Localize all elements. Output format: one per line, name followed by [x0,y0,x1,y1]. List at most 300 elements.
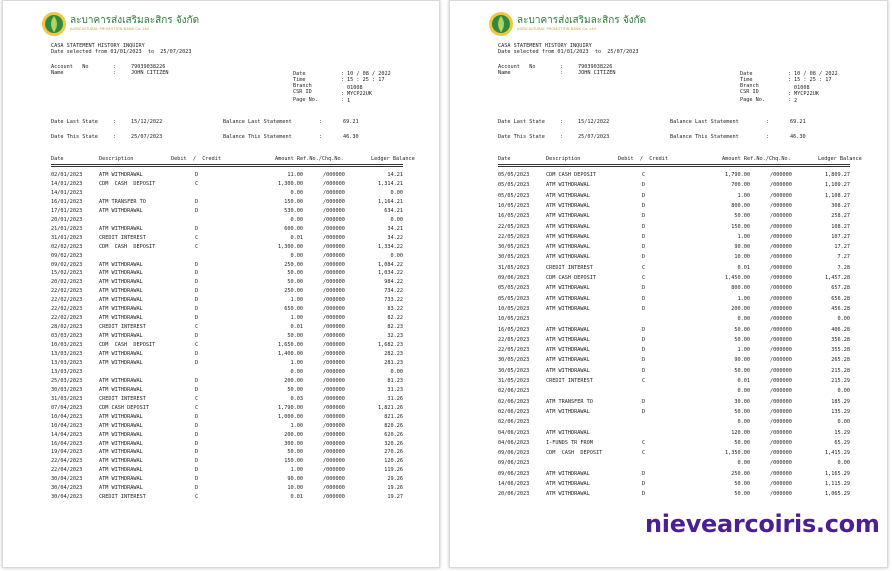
row-date: 20/01/2023 [51,216,83,223]
row-ref-no: /000000 [770,450,792,457]
row-description: ATM WITHDRAWAL [546,213,590,220]
row-ledger-balance: 1,065.29 [825,491,850,498]
row-date: 05/05/2023 [498,192,530,199]
table-row [51,217,403,224]
row-debit-credit: C [195,395,199,402]
row-ref-no: /000000 [323,189,345,196]
row-ref-no: /000000 [323,306,345,313]
row-ledger-balance: 0.00 [837,460,850,467]
row-date: 30/05/2023 [498,357,530,364]
row-debit-credit: D [642,408,646,415]
table-row [51,387,403,394]
row-amount: 1,000.00 [278,413,303,420]
row-date: 22/05/2023 [498,347,530,354]
row-amount: 120.00 [731,429,750,436]
row-debit-credit: D [642,491,646,498]
table-row [51,208,403,215]
row-date: 02/06/2023 [498,398,530,405]
row-ledger-balance: 185.29 [831,398,850,405]
row-description: ATM WITHDRAWAL [99,315,143,322]
row-date: 13/03/2023 [51,368,83,375]
row-debit-credit: D [195,485,199,492]
row-debit-credit: D [195,288,199,295]
row-ledger-balance: 1,682.23 [378,342,403,349]
row-date: 22/04/2023 [51,458,83,465]
row-ref-no: /000000 [323,404,345,411]
column-header-ledger-balance: Ledger Balance [818,156,862,162]
row-amount: 250.00 [284,288,303,295]
row-date: 22/04/2023 [51,467,83,474]
row-ledger-balance: 135.29 [831,408,850,415]
row-ledger-balance: 82.22 [387,315,403,322]
row-debit-credit: C [642,378,646,384]
row-debit-credit: D [642,192,646,199]
colon: : [788,77,792,83]
table-row [498,224,850,231]
row-ref-no: /000000 [770,357,792,364]
table-row [498,213,850,220]
table-row [498,491,850,498]
row-description: ATM WITHDRAWAL [99,476,143,483]
colon: : [113,119,117,125]
row-amount: 30.00 [734,398,750,405]
row-debit-credit: C [642,439,646,446]
row-amount: 1.00 [290,359,303,366]
table-row [498,254,850,261]
row-description: ATM WITHDRAWAL [546,429,590,436]
row-description: ATM WITHDRAWAL [99,207,143,214]
row-debit-credit: D [195,207,199,214]
row-debit-credit: D [642,223,646,230]
row-ref-no: /000000 [770,244,792,251]
row-debit-credit: D [195,413,199,420]
row-debit-credit: D [195,422,199,429]
row-description: CREDIT INTEREST [99,324,146,331]
row-ref-no: /000000 [770,254,792,261]
row-date: 30/05/2023 [498,254,530,261]
row-debit-credit: D [195,467,199,474]
row-ledger-balance: 1,821.26 [378,404,403,411]
row-description: ATM WITHDRAWAL [99,279,143,286]
row-description: ATM WITHDRAWAL [99,333,143,340]
colon: : [560,70,564,76]
row-amount: 90.00 [734,357,750,364]
table-row [51,190,403,197]
row-ledger-balance: 258.27 [831,213,850,220]
table-row [51,405,403,412]
balance-this-statement-value: 46.30 [343,134,359,140]
table-row [51,226,403,233]
row-description: ATM WITHDRAWAL [99,449,143,456]
branch-label: Branch [740,83,759,89]
table-row [498,172,850,179]
statement-page-1 [2,0,440,568]
row-description: ATM WITHDRAWAL [99,485,143,492]
row-ledger-balance: 31.26 [387,395,403,402]
table-row [51,270,403,277]
row-debit-credit: D [195,172,199,178]
row-date: 09/06/2023 [498,470,530,477]
time-label: Time [740,77,753,83]
table-row [498,275,850,282]
row-date: 31/03/2023 [51,395,83,402]
row-description: ATM WITHDRAWAL [99,288,143,295]
date-this-state-value: 25/07/2023 [131,134,163,140]
row-amount: 250.00 [731,470,750,477]
row-ref-no: /000000 [323,172,345,178]
row-date: 05/05/2023 [498,182,530,189]
table-row [498,347,850,354]
column-header-description: Description [546,156,581,162]
row-description: ATM WITHDRAWAL [99,422,143,429]
row-date: 14/01/2023 [51,189,83,196]
row-date: 30/05/2023 [498,367,530,374]
table-row [498,265,850,272]
row-amount: 50.00 [287,386,303,393]
row-description: ATM TRANSFER TO [546,398,593,405]
bank-name-thai: ละบาคารส่งเสริมละสิกร จังกัด [70,15,200,27]
row-description: ATM WITHDRAWAL [99,306,143,313]
row-ref-no: /000000 [323,216,345,223]
row-ledger-balance: 0.00 [837,388,850,395]
row-debit-credit: C [642,450,646,457]
row-amount: 1,790.00 [278,404,303,411]
row-ledger-balance: 265.28 [831,357,850,364]
row-date: 09/02/2023 [51,261,83,268]
row-ledger-balance: 14.21 [387,172,403,178]
row-ref-no: /000000 [323,386,345,393]
row-date: 22/02/2023 [51,315,83,322]
row-date: 20/06/2023 [498,491,530,498]
date-this-state-label: Date This State [498,134,545,140]
row-debit-credit: C [195,180,199,187]
row-amount: 0.00 [737,460,750,467]
row-ref-no: /000000 [770,172,792,178]
row-date: 22/05/2023 [498,336,530,343]
row-ref-no: /000000 [323,431,345,438]
csr-id-label: CSR ID [740,89,759,95]
table-row [51,199,403,206]
table-row [51,333,403,340]
row-date: 10/04/2023 [51,413,83,420]
row-ledger-balance: 820.26 [384,422,403,429]
balance-last-statement-label: Balance Last Statement [670,119,739,125]
row-debit-credit: C [642,264,646,271]
row-amount: 50.00 [734,481,750,487]
row-date: 22/05/2023 [498,233,530,240]
table-row [498,306,850,313]
table-row [51,476,403,483]
row-debit-credit: D [195,261,199,268]
row-ref-no: /000000 [770,347,792,354]
row-amount: 50.00 [734,491,750,498]
row-date: 05/05/2023 [498,295,530,302]
colon: : [560,134,564,140]
row-debit-credit: D [195,297,199,304]
row-ref-no: /000000 [323,207,345,214]
row-debit-credit: D [195,351,199,357]
row-ledger-balance: 821.26 [384,413,403,420]
table-row [498,481,850,488]
row-date: 30/04/2023 [51,494,83,501]
row-description: CREDIT INTEREST [546,264,593,271]
row-ledger-balance: 984.22 [384,279,403,286]
row-date: 02/06/2023 [498,388,530,395]
row-ref-no: /000000 [323,458,345,465]
balance-this-statement-label: Balance This Statement [670,134,739,140]
row-description: ATM WITHDRAWAL [99,297,143,304]
row-ledger-balance: 406.28 [831,326,850,333]
row-ledger-balance: 1,457.28 [825,275,850,281]
row-amount: 0.01 [290,234,303,241]
row-debit-credit: D [642,285,646,292]
row-amount: 0.01 [737,378,750,384]
row-amount: 1.00 [737,233,750,240]
table-row [51,297,403,304]
row-date: 30/04/2023 [51,476,83,483]
row-debit-credit: D [195,431,199,438]
row-description: CDM CASH DEPOSIT [99,342,156,349]
row-debit-credit: D [195,333,199,340]
row-amount: 300.00 [284,440,303,447]
row-amount: 0.01 [290,324,303,331]
row-ref-no: /000000 [770,285,792,292]
table-row [498,440,850,447]
branch-value: 01008 [347,85,363,91]
row-description: CDM CASH DEPOSIT [99,243,156,250]
date-last-state-value: 15/12/2022 [578,119,610,125]
table-row [498,234,850,241]
row-description: ATM WITHDRAWAL [546,326,590,333]
watermark-text: nievearcoiris.com [645,510,880,538]
row-debit-credit: D [195,279,199,286]
table-row [51,458,403,465]
table-row [498,430,850,437]
row-ledger-balance: 320.26 [384,440,403,447]
row-amount: 1,300.00 [278,180,303,187]
row-amount: 50.00 [287,333,303,340]
row-description: ATM WITHDRAWAL [99,270,143,277]
column-header-amount-ref: Amount Ref.No./Chq.No. [275,156,344,162]
row-ledger-balance: 355.28 [831,347,850,354]
row-amount: 0.00 [290,189,303,196]
column-header-debit-credit: Debit / Credit [618,156,668,162]
table-row [51,324,403,331]
row-ledger-balance: 356.28 [831,336,850,343]
row-ledger-balance: 108.27 [831,223,850,230]
table-row [498,244,850,251]
row-description: ATM WITHDRAWAL [546,367,590,374]
row-amount: 1,400.00 [278,351,303,357]
table-row [51,396,403,403]
row-date: 14/04/2023 [51,431,83,438]
account-name: JOHN CITIZEN [131,70,169,76]
row-description: ATM WITHDRAWAL [99,413,143,420]
table-row [498,316,850,323]
row-description: CDM CASH DEPOSIT [99,404,149,411]
row-ref-no: /000000 [770,182,792,189]
row-ref-no: /000000 [323,413,345,420]
branch-value: 01008 [794,85,810,91]
table-row [51,351,403,358]
row-description: CDM CASH DEPOSIT [546,172,596,178]
row-amount: 1.00 [290,422,303,429]
date-last-state-label: Date Last State [498,119,545,125]
row-ref-no: /000000 [323,279,345,286]
row-amount: 200.00 [284,377,303,384]
row-description: ATM WITHDRAWAL [546,254,590,261]
row-date: 04/06/2023 [498,429,530,436]
row-description: ATM WITHDRAWAL [546,223,590,230]
row-ledger-balance: 1,334.22 [378,243,403,250]
table-row [51,423,403,430]
row-ledger-balance: 215.29 [831,378,850,384]
column-header-date: Date [51,156,64,162]
row-debit-credit: D [195,386,199,393]
row-amount: 1,350.00 [725,450,750,457]
row-description: ATM WITHDRAWAL [546,192,590,199]
row-ref-no: /000000 [770,213,792,220]
row-ledger-balance: 1,415.29 [825,450,850,457]
row-ref-no: /000000 [323,395,345,402]
row-date: 16/04/2023 [51,440,83,447]
bank-name-english: AGRICULTURAL PROMOTION BANK Co.,Ltd [70,27,149,32]
bank-logo [488,11,646,37]
row-ref-no: /000000 [323,359,345,366]
row-ledger-balance: 1,314.21 [378,180,403,187]
row-debit-credit: D [195,359,199,366]
row-date: 16/05/2023 [498,326,530,333]
column-header-debit-credit: Debit / Credit [171,156,221,162]
row-ledger-balance: 215.28 [831,367,850,374]
date-selected: Date selected from 01/01/2023 to 25/07/2023 [51,49,192,55]
row-ref-no: /000000 [323,422,345,429]
account-number: 79039038226 [578,64,613,70]
page-number: 1 [347,98,351,104]
csr-id-label: CSR ID [293,89,312,95]
row-amount: 1,650.00 [278,342,303,349]
row-date: 16/01/2023 [51,198,83,205]
row-description: ATM WITHDRAWAL [546,481,590,487]
row-ledger-balance: 31.23 [387,386,403,393]
row-description: ATM TRANSFER TO [99,198,146,205]
balance-last-statement-label: Balance Last Statement [223,119,292,125]
row-debit-credit: D [195,306,199,313]
row-ref-no: /000000 [770,429,792,436]
column-header-amount-ref: Amount Ref.No./Chq.No. [722,156,791,162]
row-ref-no: /000000 [323,270,345,277]
row-debit-credit: C [195,342,199,349]
row-amount: 0.00 [737,419,750,426]
row-ledger-balance: 657.28 [831,285,850,292]
row-amount: 600.00 [284,225,303,232]
row-date: 09/06/2023 [498,450,530,457]
header-rule [51,166,403,167]
row-description: ATM WITHDRAWAL [99,172,143,178]
balance-last-statement-value: 69.21 [790,119,806,125]
row-ref-no: /000000 [770,233,792,240]
row-description: CREDIT INTEREST [99,395,146,402]
row-ref-no: /000000 [323,315,345,322]
table-row [51,378,403,385]
row-ledger-balance: 656.28 [831,295,850,302]
row-ledger-balance: 281.23 [384,359,403,366]
csr-id-value: MYCP22UK [794,91,819,97]
row-debit-credit: D [642,244,646,251]
row-amount: 0.00 [737,316,750,323]
row-date: 16/05/2023 [498,213,530,220]
row-amount: 50.00 [287,270,303,277]
row-ref-no: /000000 [770,439,792,446]
row-ref-no: /000000 [323,342,345,349]
row-description: CDM CASH DEPOSIT [546,450,603,457]
bank-logo-icon [41,11,67,37]
row-amount: 10.00 [734,254,750,261]
row-amount: 1.00 [737,347,750,354]
row-ledger-balance: 0.00 [390,189,403,196]
row-ref-no: /000000 [323,297,345,304]
row-debit-credit: D [195,377,199,384]
row-description: ATM WITHDRAWAL [546,491,590,498]
row-debit-credit: C [195,243,199,250]
row-description: ATM WITHDRAWAL [99,261,143,268]
row-date: 05/05/2023 [498,172,530,178]
table-row [498,182,850,189]
row-amount: 1.00 [737,192,750,199]
row-ledger-balance: 119.26 [384,467,403,474]
row-description: ATM WITHDRAWAL [546,202,590,209]
colon: : [113,70,117,76]
row-ledger-balance: 29.26 [387,476,403,483]
statement-title: CASA STATEMENT HISTORY INQUIRY [498,43,592,49]
row-ledger-balance: 282.23 [384,351,403,357]
row-ledger-balance: 634.21 [384,207,403,214]
row-date: 13/03/2023 [51,351,83,357]
row-description: ATM WITHDRAWAL [546,244,590,251]
row-date: 17/01/2023 [51,207,83,214]
table-row [51,262,403,269]
row-date: 03/03/2023 [51,333,83,340]
row-debit-credit: D [642,233,646,240]
row-date: 20/02/2023 [51,279,83,286]
row-ledger-balance: 107.27 [831,233,850,240]
row-date: 05/05/2023 [498,285,530,292]
row-debit-credit: D [642,347,646,354]
row-date: 31/05/2023 [498,378,530,384]
row-amount: 530.00 [284,207,303,214]
row-ledger-balance: 7.27 [837,254,850,261]
colon: : [319,119,323,125]
row-amount: 0.01 [737,264,750,271]
row-ref-no: /000000 [323,252,345,259]
row-amount: 50.00 [734,213,750,220]
date-label: Date [740,71,753,77]
table-row [51,244,403,251]
row-date: 02/01/2023 [51,172,83,178]
table-row [498,357,850,364]
date-last-state-value: 15/12/2022 [131,119,163,125]
row-description: ATM WITHDRAWAL [546,305,590,312]
row-ref-no: /000000 [323,288,345,295]
row-debit-credit: D [642,326,646,333]
row-debit-credit: C [195,234,199,241]
row-ref-no: /000000 [770,398,792,405]
date-this-state-label: Date This State [51,134,98,140]
row-ledger-balance: 0.00 [390,216,403,223]
row-description: ATM WITHDRAWAL [546,408,590,415]
header-rule [498,166,850,167]
print-time: 15 : 25 : 17 [794,77,832,83]
